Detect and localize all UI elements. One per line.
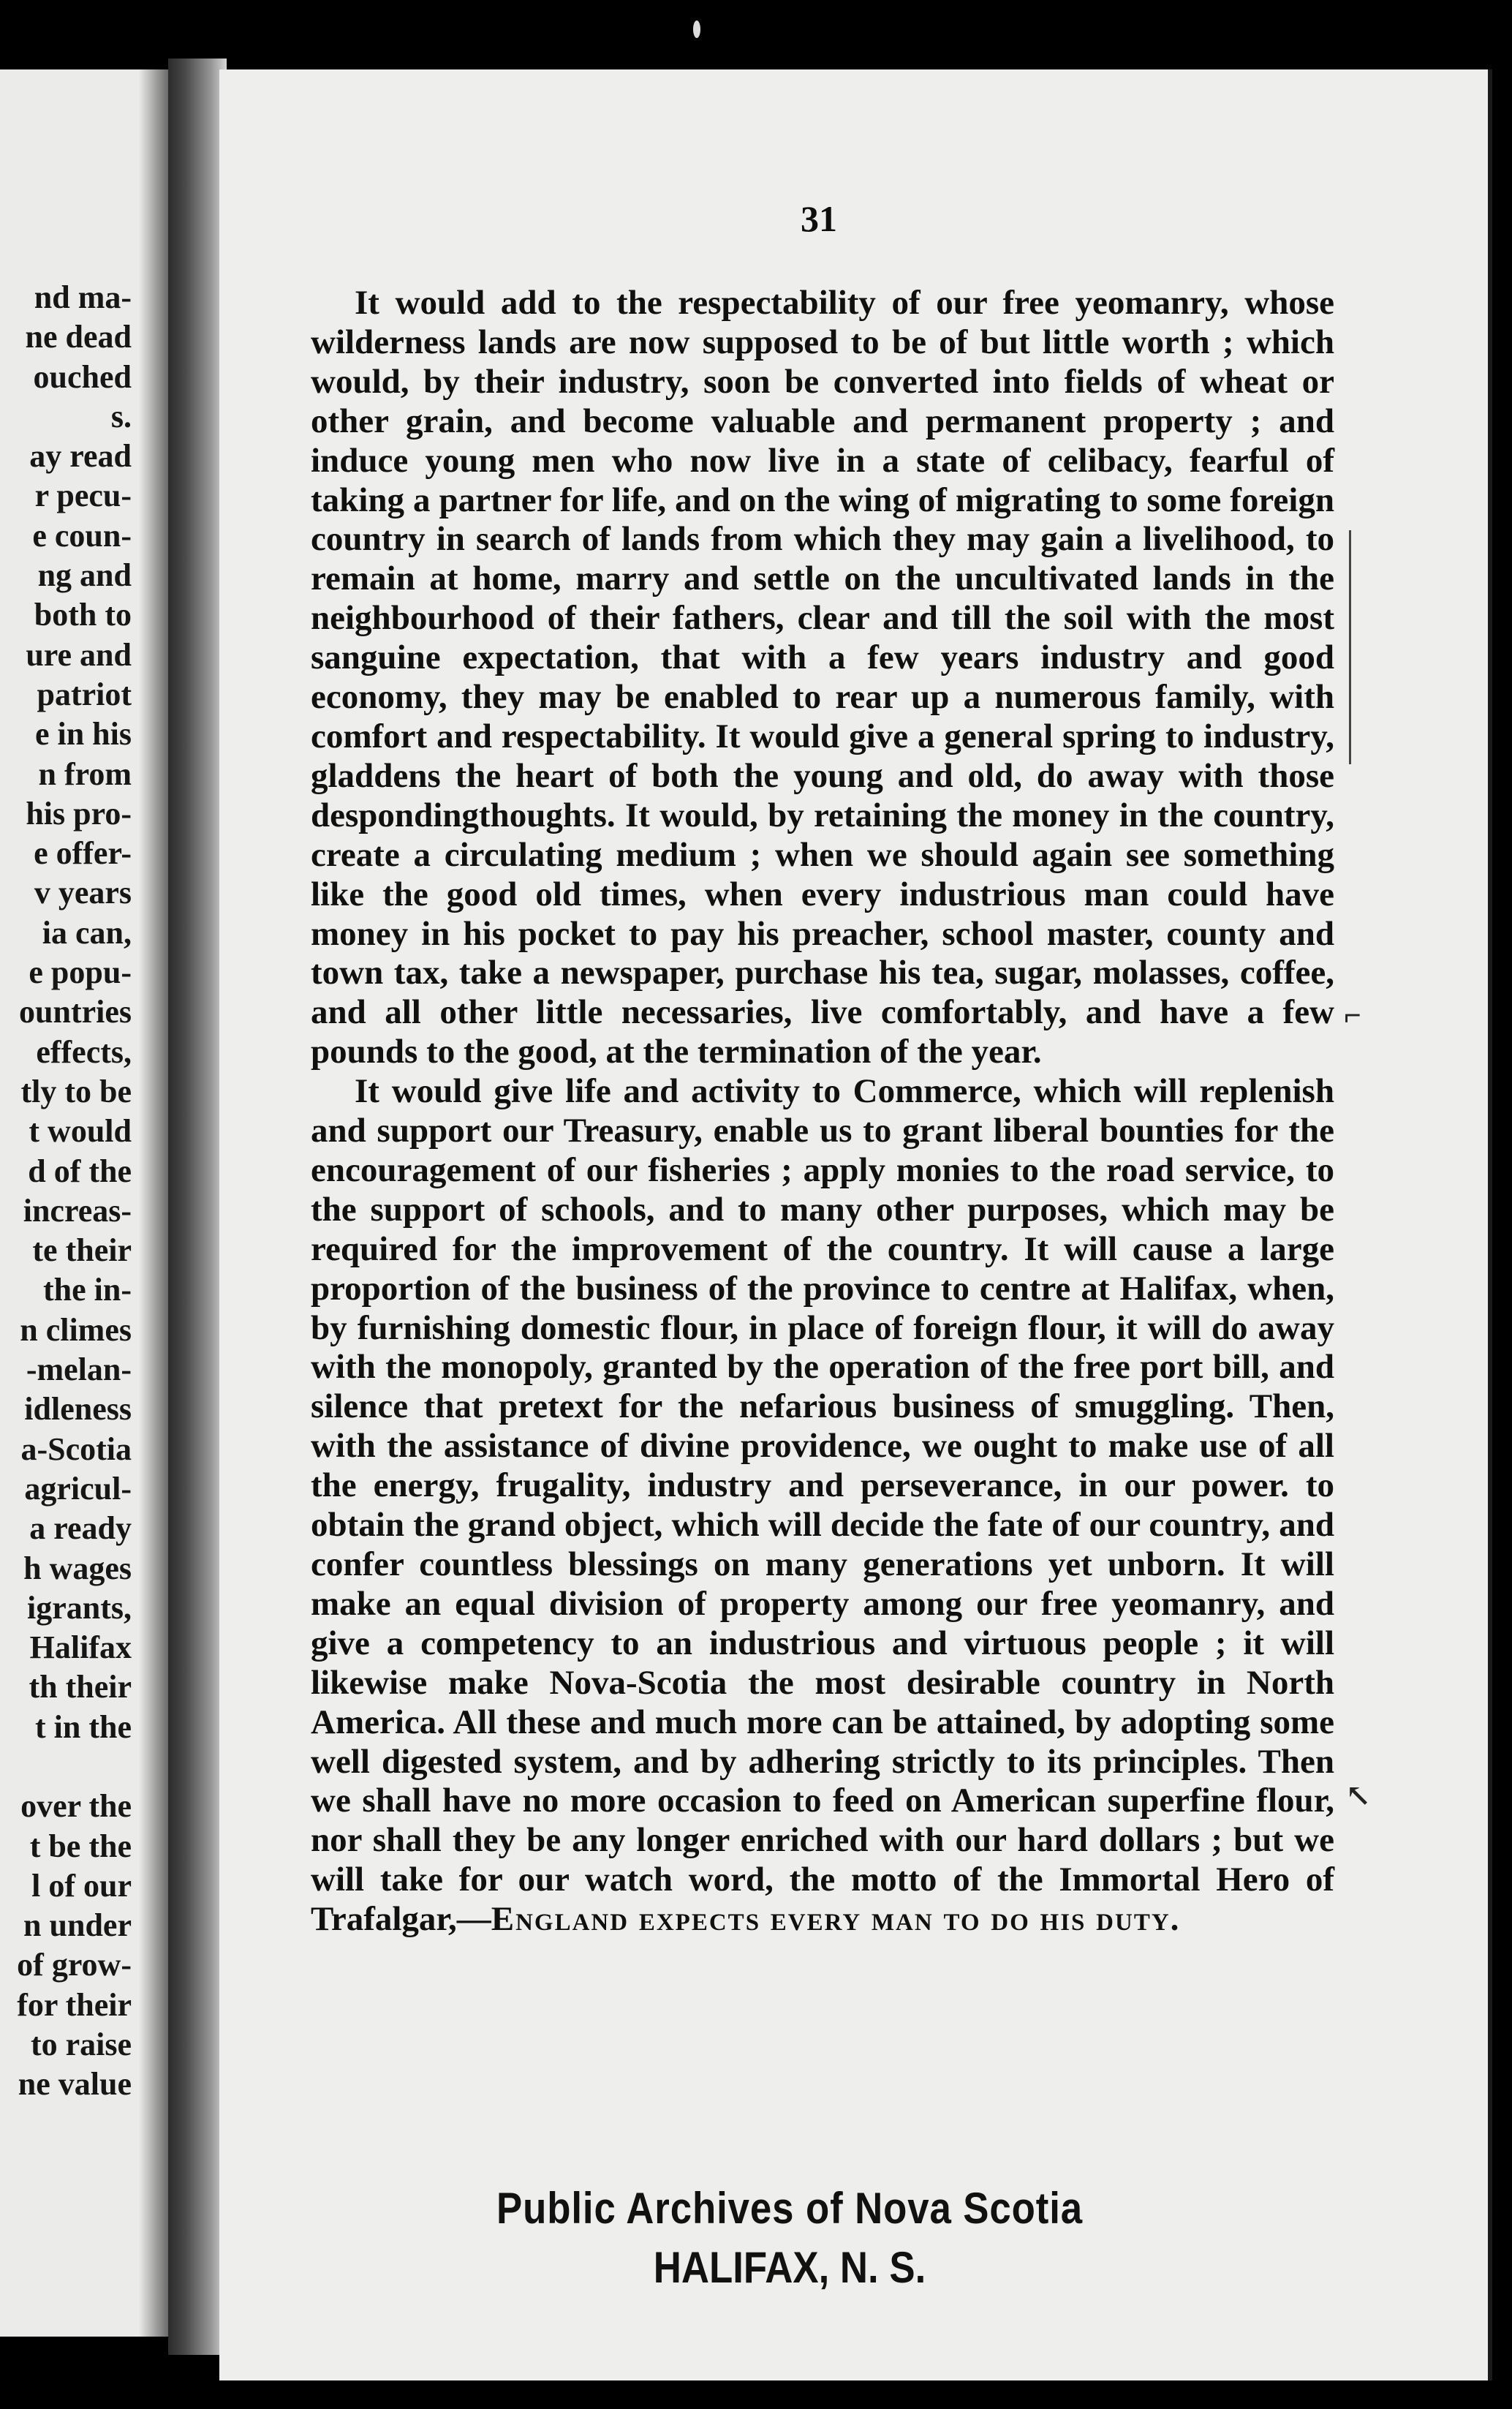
facing-page-line: l of our xyxy=(31,1867,132,1904)
closing-motto: England expects every man to do his duty. xyxy=(491,1900,1181,1939)
facing-page xyxy=(0,69,168,2337)
paragraph-1: It would add to the respectability of our free yeomanry, whose wilderness lands are now supposed to be of but little worth ; which would, by their industry, soon be converted into fields of wheat or other grain, and become valuable and permanent property ; and induce young men who now live in a state of celibacy, fearful of taking a partner for life, and on the wing of migrating to some foreign country in search of lands from which they may gain a livelihood, to remain at home, marry and settle on the uncultivated lands in the neighbourhood of their fathers, clear and till the soil with the most sanguine expectation, that with a few years industry and good economy, they may be enabled to rear up a numerous family, with comfort and respectability. It would give a general spring to industry, gladdens the heart of both the young and old, do away with those despondingthoughts. It would, by retaining the money in the country, create a circulating medium ; when we should again see something like the good old times, when every industrious man could have money in his pocket to pay his preacher, school master, county and town tax, take a newspaper, purchase his tea, sugar, molasses, coffee, and all other little necessaries, live comfortably, and have a few pounds to the good, at the termination of the year. xyxy=(311,284,1334,1071)
facing-page-line: s. xyxy=(110,398,132,434)
facing-page-line: v years xyxy=(34,875,132,911)
facing-page-line: nd ma- xyxy=(34,279,132,315)
facing-page-line: increas- xyxy=(23,1192,132,1229)
facing-page-line: h wages xyxy=(23,1550,132,1586)
paragraph-2 xyxy=(311,1072,1334,1939)
facing-page-line: his pro- xyxy=(26,795,132,832)
facing-page-line: n climes xyxy=(20,1311,132,1348)
margin-line xyxy=(1349,530,1351,764)
paper-speck xyxy=(693,20,700,38)
facing-page-line: r pecu- xyxy=(34,478,132,514)
margin-mark-2: ↖ xyxy=(1345,1779,1372,1813)
facing-page-line: a ready xyxy=(29,1510,132,1547)
facing-page-line: effects, xyxy=(36,1033,132,1070)
facing-page-line: t be the xyxy=(29,1828,132,1864)
facing-page-line: over the xyxy=(20,1788,132,1825)
facing-page-line: t in the xyxy=(35,1708,132,1745)
facing-page-line: t would xyxy=(29,1113,132,1150)
facing-page-line: ay read xyxy=(29,438,132,475)
facing-page-line: igrants, xyxy=(27,1589,132,1626)
facing-page-line: th their xyxy=(29,1669,132,1705)
facing-page-line: ountries xyxy=(19,994,132,1030)
facing-page-line: to raise xyxy=(30,2027,132,2063)
facing-page-line: the in- xyxy=(43,1272,132,1308)
facing-page-line: a-Scotia xyxy=(20,1430,132,1467)
facing-page-line: n from xyxy=(38,755,132,792)
facing-page-line: patriot xyxy=(37,676,132,712)
facing-page-line: of grow- xyxy=(17,1947,132,1983)
facing-page-line: e offer- xyxy=(34,835,132,872)
archive-name: Public Archives of Nova Scotia xyxy=(496,2184,1084,2233)
margin-mark-1: ⌐ xyxy=(1344,999,1361,1033)
facing-page-line: e coun- xyxy=(32,517,132,554)
facing-page-line xyxy=(0,1747,132,1787)
facing-page-line: ne value xyxy=(18,2066,132,2103)
facing-page-line: tly to be xyxy=(20,1073,132,1109)
spine-shadow xyxy=(139,69,168,2337)
facing-page-line: te their xyxy=(32,1232,132,1269)
facing-page-line: Halifax xyxy=(29,1629,132,1666)
facing-page-line: e popu- xyxy=(29,954,132,991)
facing-page-line: e in his xyxy=(34,716,132,753)
facing-page-line: ng and xyxy=(37,557,132,594)
facing-page-line: agricul- xyxy=(24,1470,132,1507)
facing-page-text xyxy=(0,278,132,2105)
archive-stamp xyxy=(453,2183,1126,2293)
facing-page-line: -melan- xyxy=(26,1351,132,1388)
facing-page-line: ouched xyxy=(33,358,132,395)
facing-page-line: idleness xyxy=(24,1391,132,1428)
paragraph-2-text: It would give life and activity to Commerce, which will replenish and support our Treasury, enable us to grant liberal bounties for the encouragement of our fisheries ; apply monies to the road service, to the support of schools, and to many other purposes, which may be required for the improvement of the country. It will cause a large proportion of the business of the province to centre at Halifax, when, by furnishing domestic flour, in place of foreign flour, it will do away with the monopoly, granted by the operation of the free port bill, and silence that pretext for the nefarious business of smuggling. Then, with the assistance of divine providence, we ought to make use of all the energy, frugality, industry and perseverance, in our power. to obtain the grand object, which will decide the fate of our country, and confer countless blessings on many generations yet unborn. It will make an equal division of property among our free yeomanry, and give a competency to an industrious and virtuous people ; it will likewise make Nova-Scotia the most desirable country in North America. All these and much more can be attained, by adopting some well digested system, and by adhering strictly to its principles. Then we shall have no more occasion to feed on American superfine flour, nor shall they be any longer enriched with our hard dollars ; but we will take for our watch word, the motto of the Immortal Hero of Trafalgar,— xyxy=(311,1072,1334,1939)
facing-page-line: d of the xyxy=(28,1153,132,1189)
facing-page-line: both to xyxy=(34,597,132,633)
facing-page-line: ia can, xyxy=(42,914,132,951)
body-text xyxy=(311,284,1334,1939)
facing-page-line: n under xyxy=(23,1907,132,1944)
archive-city: HALIFAX, N. S. xyxy=(653,2243,926,2292)
page-number: 31 xyxy=(801,198,837,239)
facing-page-line: for their xyxy=(17,1986,132,2023)
facing-page-line: ure and xyxy=(26,636,132,673)
book-gutter xyxy=(168,59,227,2355)
facing-page-line: ne dead xyxy=(25,319,132,355)
